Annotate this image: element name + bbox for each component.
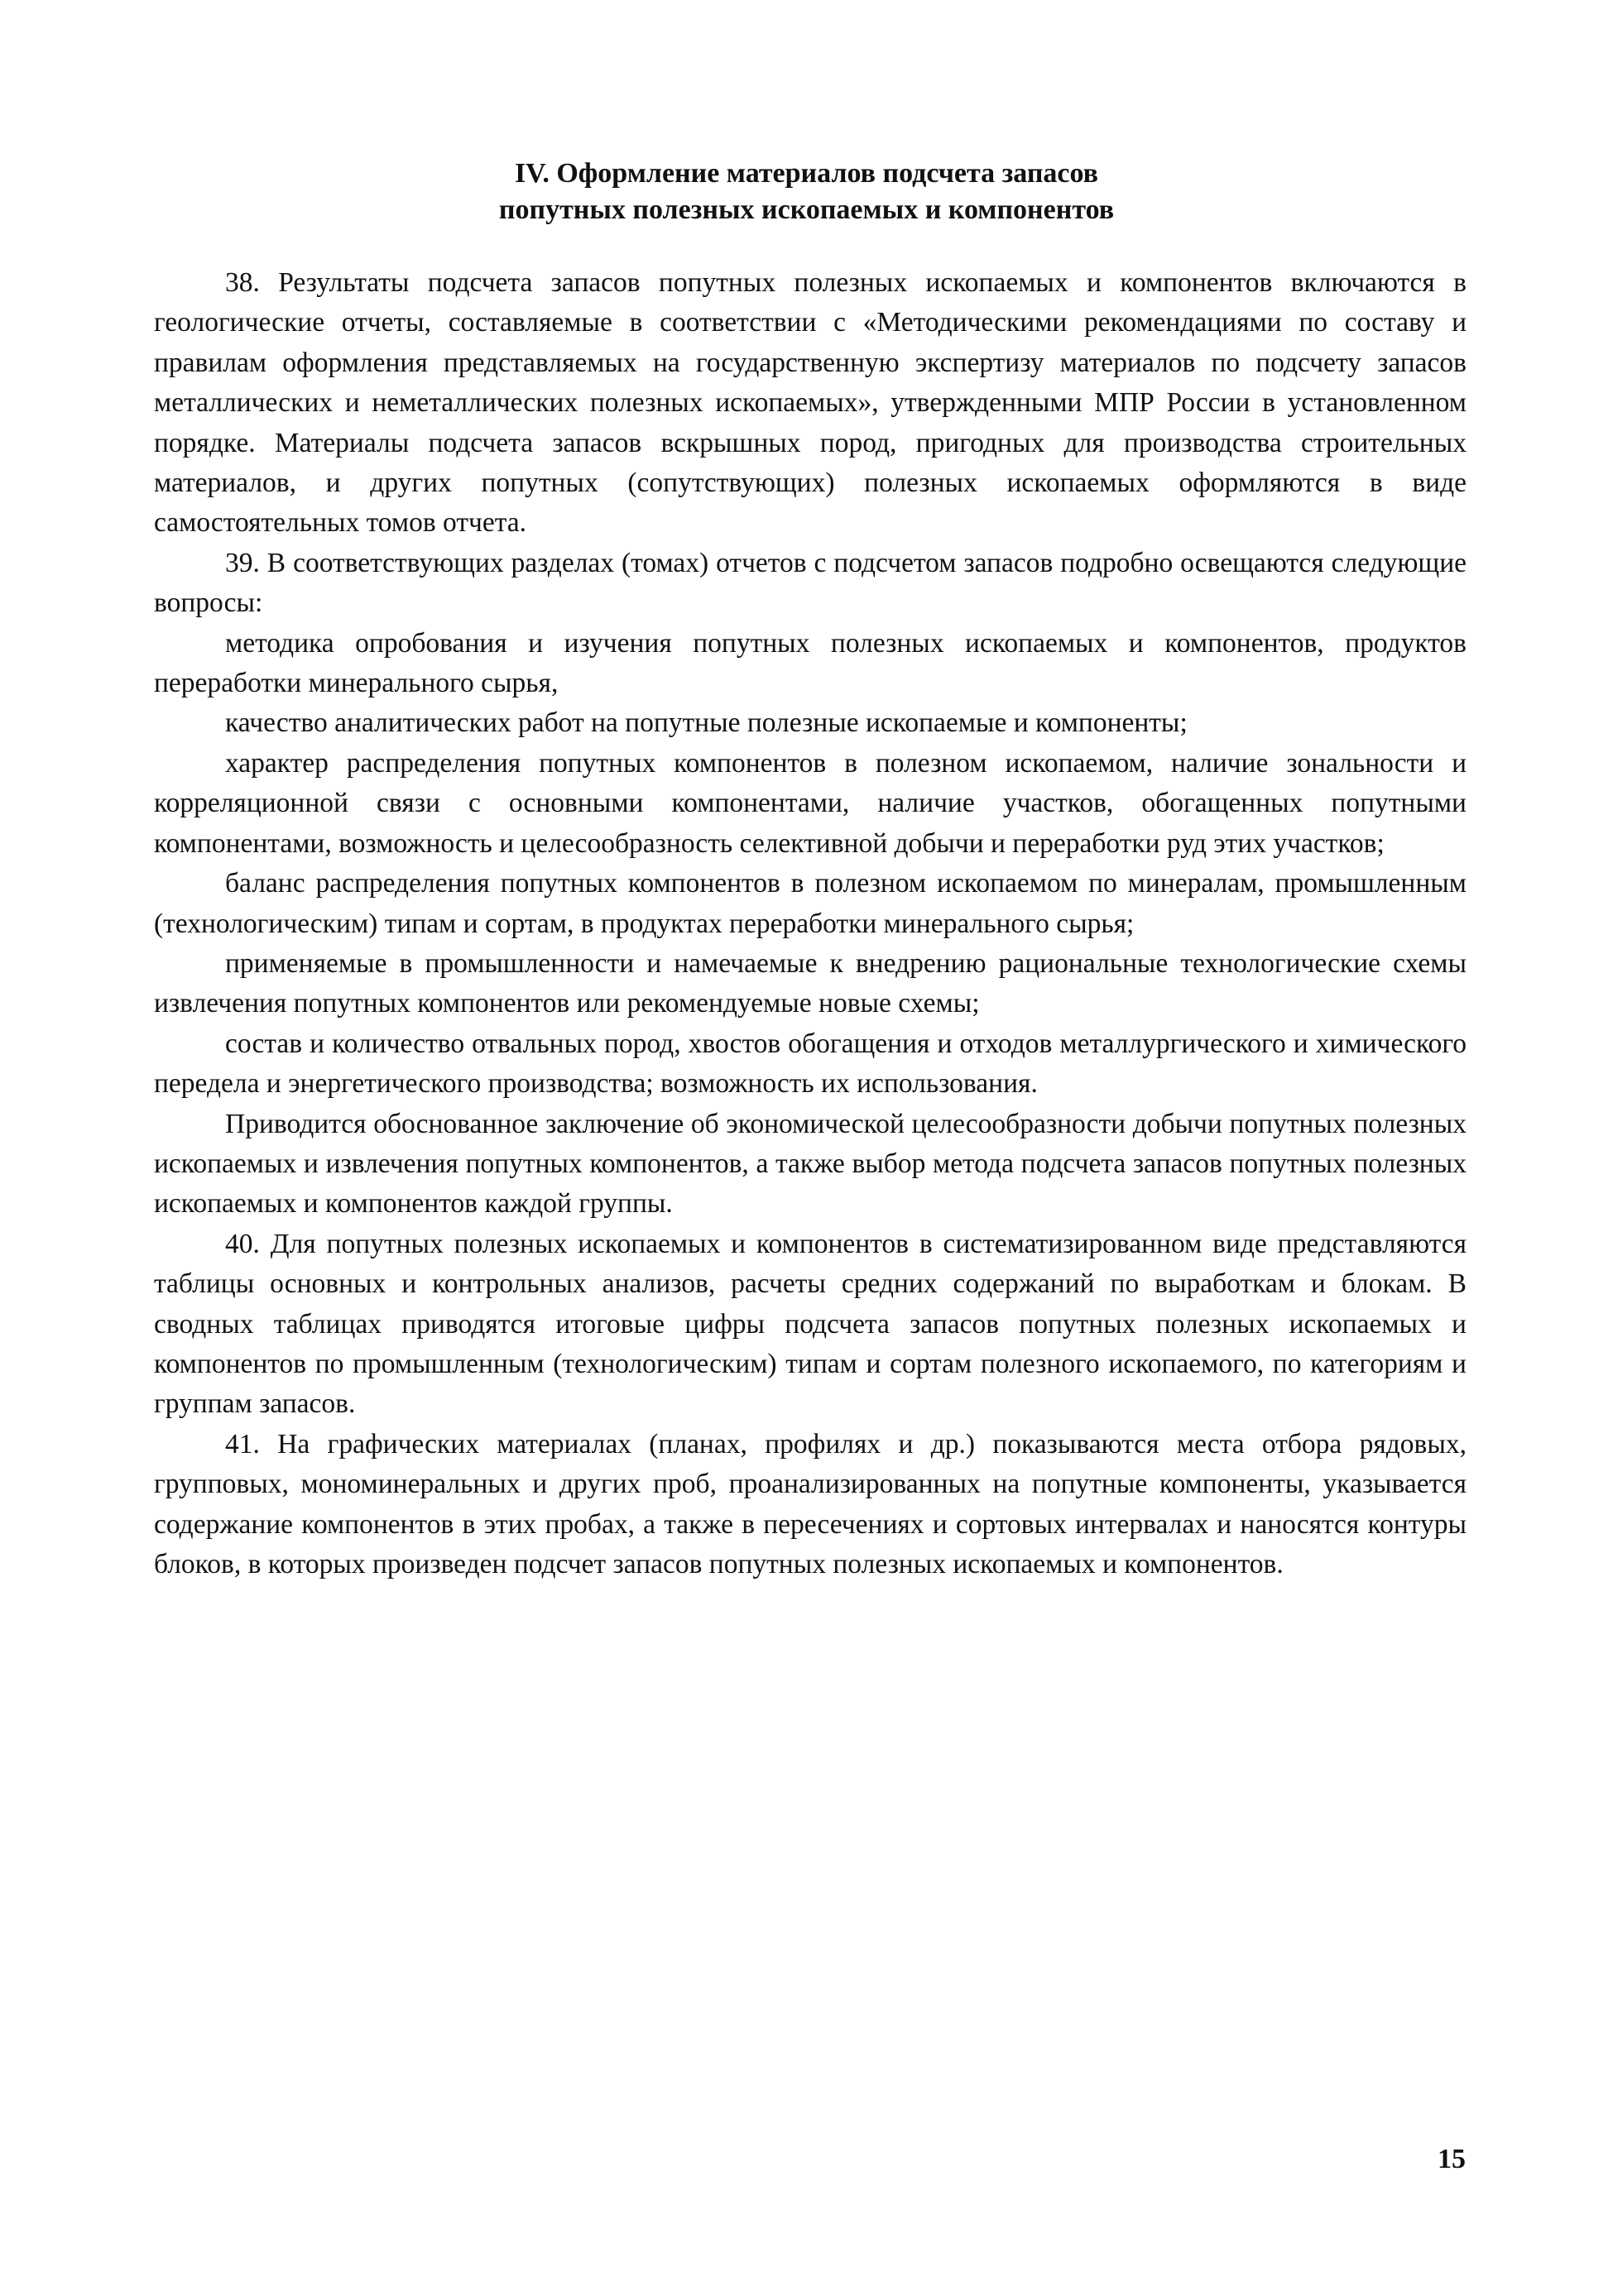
paragraph-41: 41. На графических материалах (планах, профилях и др.) показываются места отбора рядовых, групповых, мономинеральных и других проб, проанализированных на попутные компоненты, указывается содержание компонентов в этих пробах, а также в пересечениях и сортовых интервалах и наносятся контуры блоков, в которых произведен подсчет запасов попутных полезных ископаемых и компонентов. — [154, 1428, 1467, 1579]
list-item-balance: баланс распределения попутных компонентов в полезном ископаемом по минералам, промышленным (технологическим) типам и сортам, в продуктах переработки минерального сырья; — [154, 868, 1467, 939]
list-item-analysis-quality: качество аналитических работ на попутные полезные ископаемые и компоненты; — [225, 707, 1188, 739]
paragraph-38: 38. Результаты подсчета запасов попутных полезных ископаемых и компонентов включаются в геологические отчеты, составляемые в соответствии с «Методическими рекомендациями по составу и правилам оформления представляемых на государственную экспертизу материалов по подсчету запасов металлических и неметаллических полезных ископаемых», утвержденными МПР России в установленном порядке. Материалы подсчета запасов вскрышных пород, пригодных для производства строительных материалов, и других попутных (сопутствующих) полезных ископаемых оформляются в виде самостоятельных томов отчета. — [154, 267, 1467, 539]
section-heading — [149, 156, 1464, 228]
heading-line-2: попутных полезных ископаемых и компонентов — [498, 194, 1115, 225]
list-item-sampling-method: методика опробования и изучения попутных полезных ископаемых и компонентов, продуктов переработки минерального сырья, — [154, 627, 1467, 699]
paragraph-conclusion: Приводится обоснованное заключение об экономической целесообразности добычи попутных полезных ископаемых и извлечения попутных компонентов, а также выбор метода подсчета запасов попутных полезных ископаемых и компонентов каждой группы. — [154, 1108, 1467, 1220]
body-text — [154, 263, 1467, 1584]
list-item-waste: состав и количество отвальных пород, хвостов обогащения и отходов металлургического и химического передела и энергетического производства; возможность их использования. — [154, 1028, 1467, 1100]
list-item-technology: применяемые в промышленности и намечаемые к внедрению рациональные технологические схемы извлечения попутных компонентов или рекомендуемые новые схемы; — [154, 947, 1467, 1019]
page-number: 15 — [1438, 2144, 1466, 2174]
list-item-distribution: характер распределения попутных компонентов в полезном ископаемом, наличие зональности и корреляционной связи с основными компонентами, наличие участков, обогащенных попутными компонентами, возможность и целесообразность селективной добычи и переработки руд этих участков; — [154, 747, 1467, 859]
paragraph-39: 39. В соответствующих разделах (томах) отчетов с подсчетом запасов подробно освещаются следующие вопросы: — [154, 547, 1467, 619]
paragraph-40: 40. Для попутных полезных ископаемых и компонентов в систематизированном виде представляются таблицы основных и контрольных анализов, расчеты средних содержаний по выработкам и блокам. В сводных таблицах приводятся итоговые цифры подсчета запасов попутных полезных ископаемых и компонентов по промышленным (технологическим) типам и сортам полезного ископаемого, по категориям и группам запасов. — [154, 1228, 1467, 1420]
heading-line-1: IV. Оформление материалов подсчета запасов — [514, 158, 1099, 189]
